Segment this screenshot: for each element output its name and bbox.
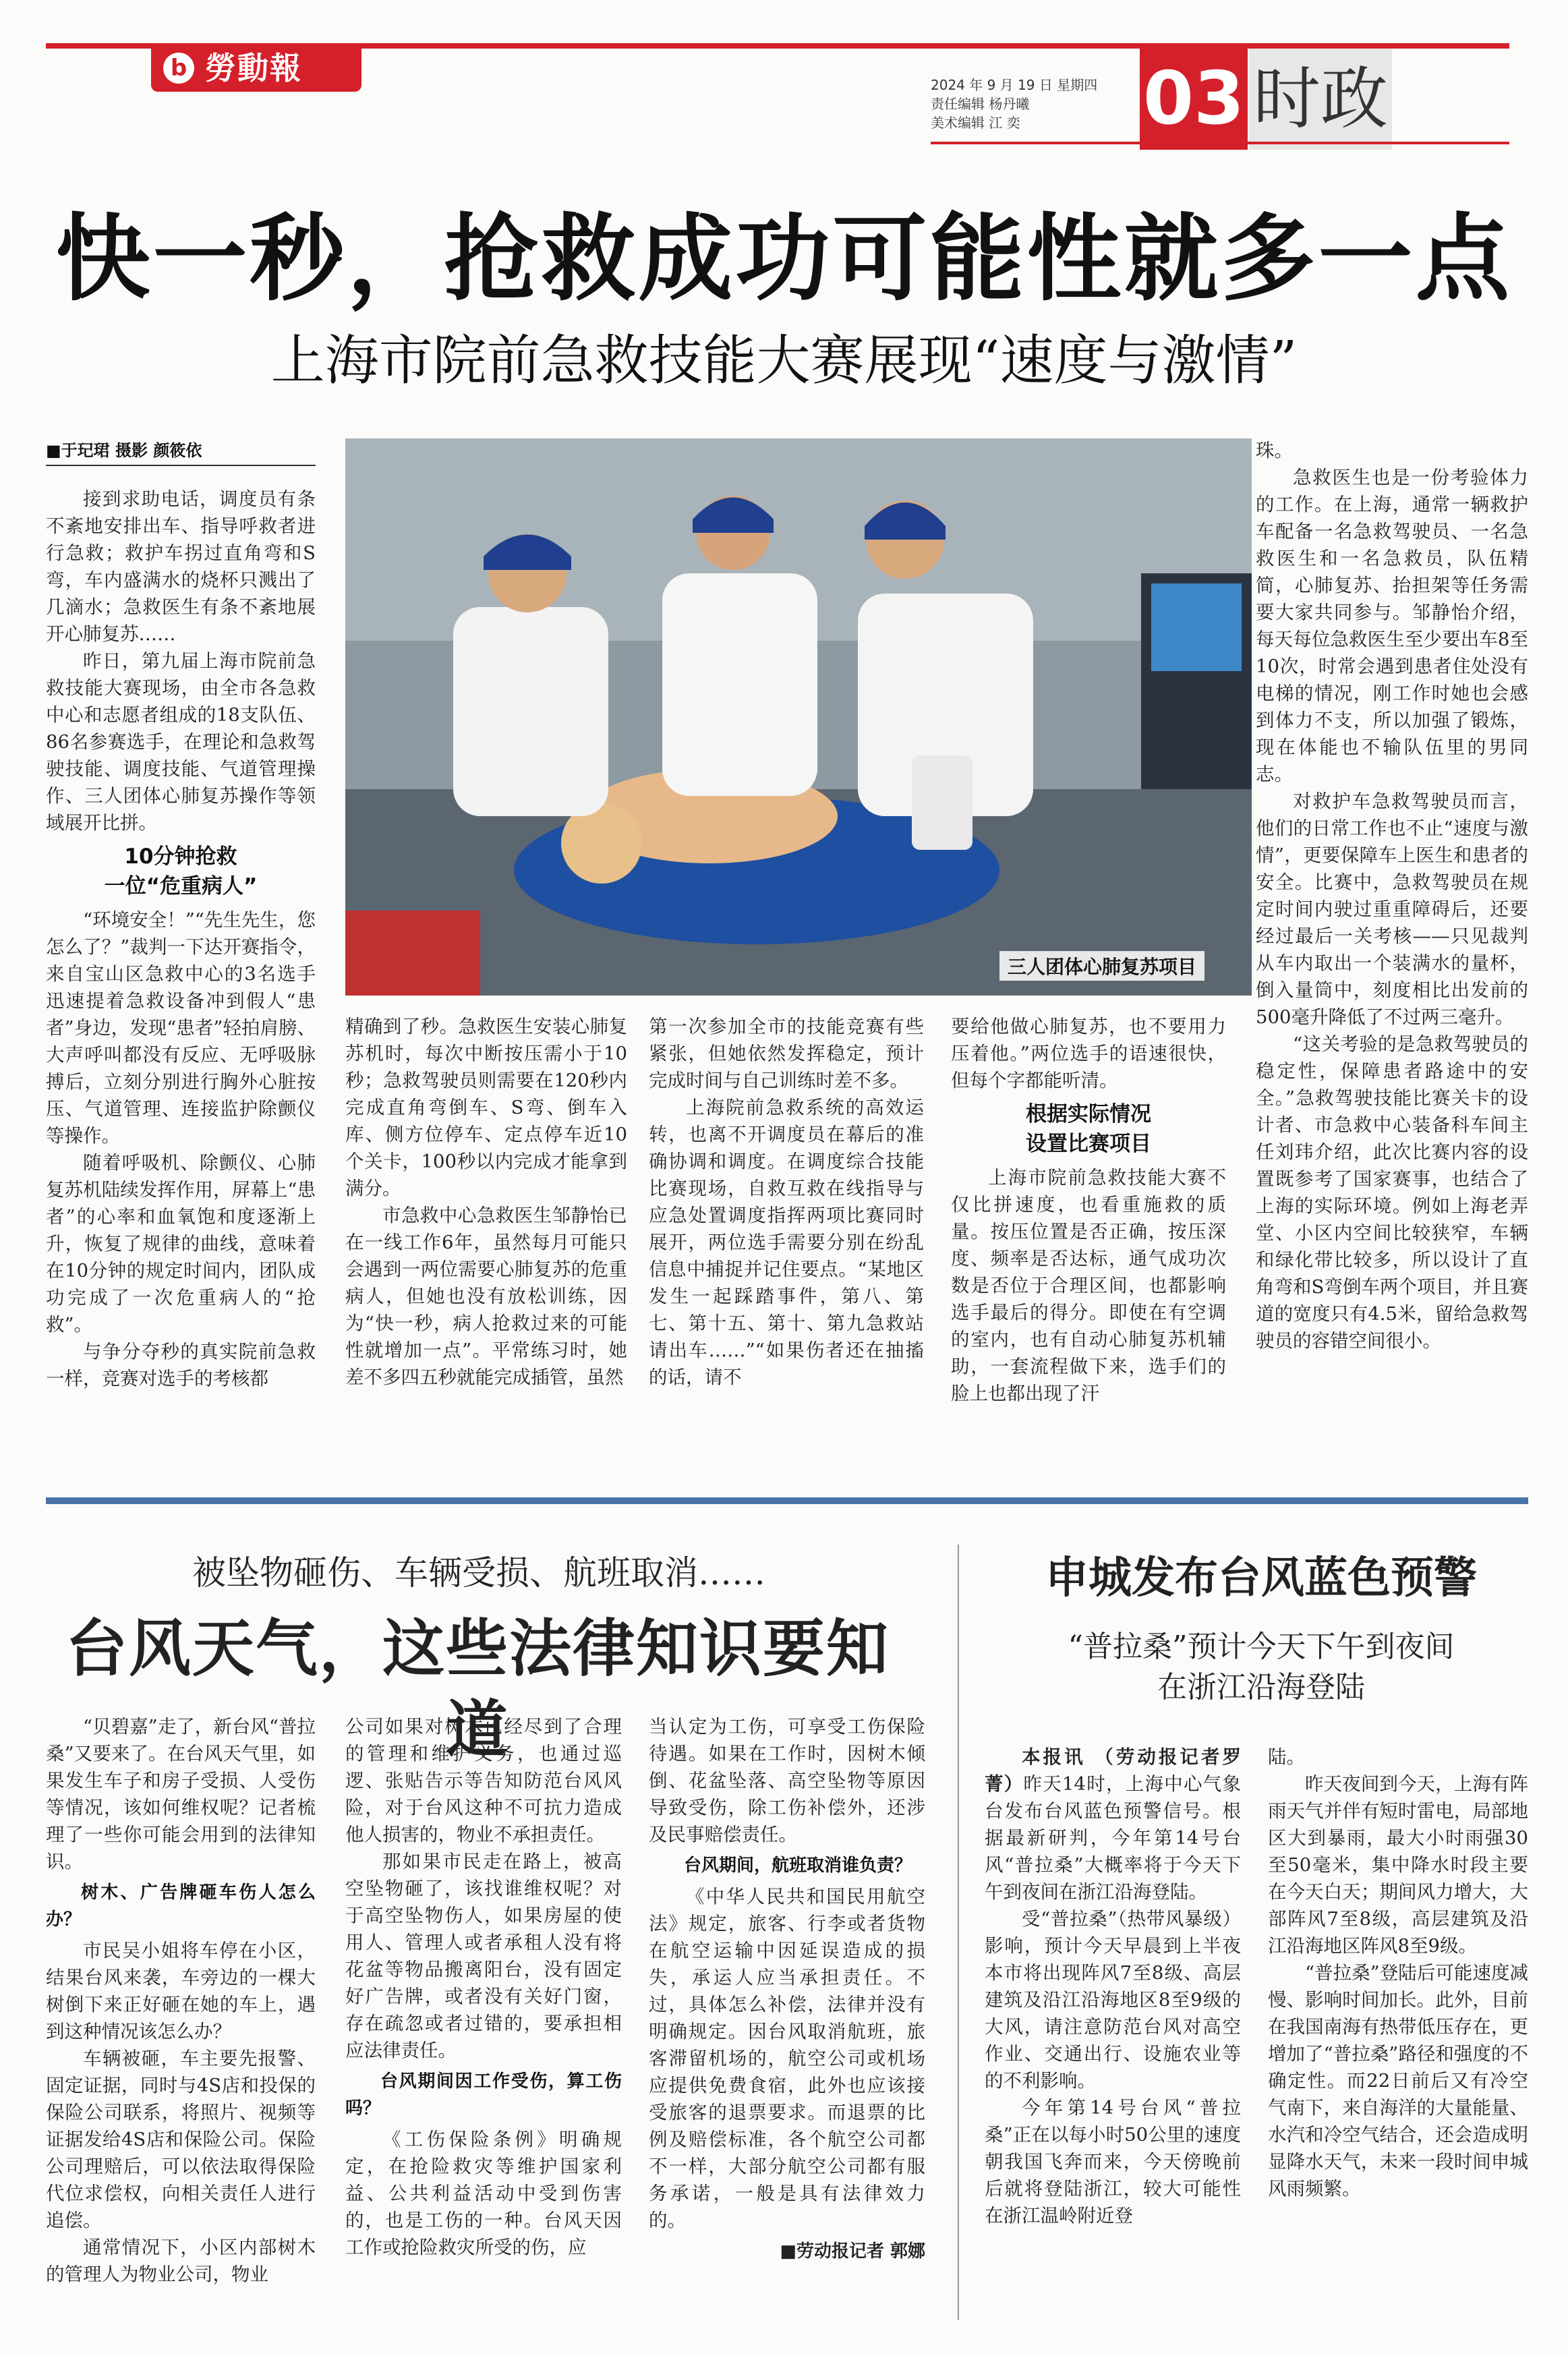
- page-number: 03: [1140, 49, 1248, 150]
- law-column-3: [649, 1713, 925, 2265]
- warning-column-2: [1268, 1744, 1528, 2202]
- paragraph: 公司如果对树木已经尽到了合理的管理和维护义务，也通过巡逻、张贴告示等告知防范台风风险，对于台风这种不可抗力造成他人损害的，物业不承担责任。: [345, 1716, 622, 1845]
- issue-date: 2024 年 9 月 19 日 星期四: [931, 77, 1098, 93]
- section-divider: [46, 1497, 1528, 1504]
- photo-illustration: [345, 438, 1252, 996]
- paragraph: 对救护车急救驾驶员而言，他们的日常工作也不止“速度与激情”，更要保障车上医生和患者的安全。比赛中，急救驾驶员在规定时间内驶过重重障碍后，还要经过最后一关考核——只见裁判从车内取出一个装满水的量杯，倒入量筒中，刻度相比出发前的500毫升降低了不过两三毫升。: [1256, 791, 1528, 1028]
- paragraph: 市急救中心急救医生邹静怡已在一线工作6年，虽然每月可能只会遇到一两位需要心肺复苏的危重病人，但她也没有放松训练，因为“快一秒，病人抢救过来的可能性就增加一点”。平常练习时，她差不多四五秒就能完成插管，虽然: [345, 1205, 627, 1388]
- article-column-4: [951, 1013, 1226, 1407]
- warning-column-1: [985, 1744, 1241, 2229]
- dateline: 本报讯 （劳动报记者罗菁）: [985, 1746, 1241, 1795]
- paragraph: 急救医生也是一份考验体力的工作。在上海，通常一辆救护车配备一名急救驾驶员、一名急救医生和一名急救员，队伍精简，心肺复苏、抬担架等任务需要大家共同参与。邹静怡介绍，每天每位急救医生至少要出车8至10次，时常会遇到患者住处没有电梯的情况，刚工作时她也会感到体力不支，所以加强了锻炼，现在体能也不输队伍里的男同志。: [1256, 467, 1528, 785]
- main-headline: 快一秒，抢救成功可能性就多一点: [55, 204, 1513, 314]
- paragraph: “环境安全！”“先生先生，您怎么了？”裁判一下达开赛指令，来自宝山区急救中心的3名选手迅速提着急救设备冲到假人“患者”身边，发现“患者”轻拍肩膀、大声呼叫都没有反应、无呼吸脉搏后，立刻分别进行胸外心脏按压、气道管理、连接监护除颤仪等操作。: [46, 909, 316, 1147]
- paragraph: 通常情况下，小区内部树木的管理人为物业公司，物业: [46, 2237, 316, 2285]
- photo-caption: 三人团体心肺复苏项目: [999, 951, 1204, 981]
- article-column-3: [649, 1013, 924, 1391]
- paragraph: 当认定为工伤，可享受工伤保险待遇。如果在工作时，因树木倾倒、花盆坠落、高空坠物等原因导致受伤，除工伤补偿外，还涉及民事赔偿责任。: [649, 1716, 925, 1845]
- logo-text: 勞動報: [205, 50, 302, 86]
- paragraph: 《工伤保险条例》明确规定，在抢险救灾等维护国家利益、公共利益活动中受到伤害的，也是工伤的一种。台风天因工作或抢险救灾所受的伤，应: [345, 2129, 622, 2258]
- paragraph: 接到求助电话，调度员有条不紊地安排出车、指导呼救者进行急救；救护车拐过直角弯和S弯，车内盛满水的烧杯只溅出了几滴水；急救医生有条不紊地展开心肺复苏……: [46, 488, 316, 645]
- paragraph: 今年第14号台风“普拉桑”正在以每小时50公里的速度朝我国飞奔而来，今天傍晚前后就将登陆浙江，较大可能性在浙江温岭附近登: [985, 2097, 1241, 2226]
- paragraph: 上海市院前急救技能大赛不仅比拼速度，也看重施救的质量。按压位置是否正确，按压深度、频率是否达标，通气成功次数是否位于合理区间，也都影响选手最后的得分。即使在有空调的室内，也有自动心肺复苏机辅助，一套流程做下来，选手们的脸上也都出现了汗: [951, 1167, 1226, 1404]
- paragraph: 车辆被砸，车主要先报警、固定证据，同时与4S店和投保的保险公司联系，将照片、视频等证据发给4S店和保险公司。保险公司理赔后，可以依法取得保险代位求偿权，向相关责任人进行追偿。: [46, 2048, 316, 2231]
- paragraph: 要给他做心肺复苏，也不要用力压着他。”两位选手的语速很快，但每个字都能听清。: [951, 1016, 1226, 1091]
- typhoon-warning-subhead: “普拉桑”预计今天下午到夜间 在浙江沿海登陆: [1068, 1630, 1455, 1704]
- law-column-2: [345, 1713, 622, 2261]
- question-heading: 台风期间因工作受伤，算工伤吗？: [345, 2071, 622, 2119]
- issue-info: [931, 76, 1133, 132]
- paragraph: “普拉桑”登陆后可能速度减慢、影响时间加长。此外，目前在我国南海有热带低压存在，更增加了“普拉桑”路径和强度的不确定性。而22日前后又有冷空气南下，来自海洋的大量能量、水汽和冷空气结合，还会造成明显降水天气，未来一段时间申城风雨频繁。: [1268, 1962, 1528, 2200]
- article-column-1: [46, 486, 316, 1392]
- section-heading: 根据实际情况 设置比赛项目: [1026, 1102, 1151, 1156]
- typhoon-warning-headline: 申城发布台风蓝色预警: [1045, 1553, 1477, 1603]
- paragraph: 昨天夜间到今天，上海有阵雨天气并伴有短时雷电，局部地区大到暴雨，最大小时雨强30至50毫米，集中降水时段主要在今天白天；期间风力增大，大部阵风7至8级，高层建筑及沿江沿海地区阵风8至9级。: [1268, 1773, 1528, 1957]
- question-heading: 树木、广告牌砸车伤人怎么办？: [46, 1883, 316, 1930]
- paragraph: “贝碧嘉”走了，新台风“普拉桑”又要来了。在台风天气里，如果发生车子和房子受损、人受伤等情况，该如何维权呢？记者梳理了一些你可能会用到的法律知识。: [46, 1716, 316, 1872]
- paragraph: 《中华人民共和国民用航空法》规定，旅客、行李或者货物在航空运输中因延误造成的损失，承运人应当承担责任。不过，具体怎么补偿，法律并没有明确规定。因台风取消航班，旅客滞留机场的，航空公司或机场应提供免费食宿，此外也应该接受旅客的退票要求。而退票的比例及赔偿标准，各个航空公司都不一样，大部分航空公司都有服务承诺，一般是具有法律效力的。: [649, 1886, 925, 2231]
- law-byline: ■劳动报记者 郭娜: [780, 2241, 925, 2262]
- paragraph-text: 昨天14时，上海中心气象台发布台风蓝色预警信号。根据最新研判，今年第14号台风“普拉桑”大概率将于今天下午到夜间在浙江沿海登陆。: [985, 1773, 1241, 1903]
- paragraph: 随着呼吸机、除颤仪、心肺复苏机陆续发挥作用，屏幕上“患者”的心率和血氧饱和度逐渐上升，恢复了规律的曲线，意味着在10分钟的规定时间内，团队成功完成了一次危重病人的“抢救”。: [46, 1152, 316, 1335]
- paragraph: 受“普拉桑”（热带风暴级）影响，预计今天早晨到上半夜本市将出现阵风7至8级、高层建筑及沿江沿海地区8至9级的大风，请注意防范台风对高空作业、交通出行、设施农业等的不利影响。: [985, 1908, 1241, 2092]
- typhoon-law-kicker: 被坠物砸伤、车辆受损、航班取消……: [192, 1553, 765, 1592]
- main-subheadline: 上海市院前急救技能大赛展现“速度与激情”: [270, 329, 1298, 392]
- law-column-1: [46, 1713, 316, 2288]
- article-column-5: [1256, 437, 1528, 1354]
- paragraph: [985, 1744, 1241, 1905]
- logo-icon: b: [163, 53, 194, 84]
- section-heading: 10分钟抢救 一位“危重病人”: [104, 844, 258, 898]
- paragraph: 与争分夺秒的真实院前急救一样，竞赛对选手的考核都: [46, 1341, 316, 1389]
- typhoon-law-headline: 台风天气，这些法律知识要知道: [65, 1613, 890, 1766]
- paragraph: 陆。: [1268, 1746, 1305, 1768]
- header-underline: [931, 142, 1509, 144]
- responsible-editor: 责任编辑 杨丹曦: [931, 96, 1030, 112]
- article-column-2: [345, 1013, 627, 1391]
- column-divider: [958, 1545, 959, 2320]
- paragraph: 第一次参加全市的技能竞赛有些紧张，但她依然发挥稳定，预计完成时间与自己训练时差不多。: [649, 1016, 924, 1091]
- paragraph: “这关考验的是急救驾驶员的稳定性，保障患者路途中的安全。”急救驾驶技能比赛关卡的设计者、市急救中心装备科车间主任刘玮介绍，此次比赛内容的设置既参考了国家赛事，也结合了上海的实际环境。例如上海老弄堂、小区内空间比较狭窄，车辆和绿化带比较多，所以设计了直角弯和S弯倒车两个项目，并且赛道的宽度只有4.5米，留给急救驾驶员的容错空间很小。: [1256, 1033, 1528, 1352]
- art-editor: 美术编辑 江 奕: [931, 115, 1020, 131]
- paragraph: 珠。: [1256, 440, 1293, 461]
- paragraph: 昨日，第九届上海市院前急救技能大赛现场，由全市各急救中心和志愿者组成的18支队伍、86名参赛选手，在理论和急救驾驶技能、调度技能、气道管理操作、三人团体心肺复苏操作等领域展开比拼。: [46, 650, 316, 834]
- paragraph: 上海院前急救系统的高效运转，也离不开调度员在幕后的准确协调和调度。在调度综合技能比赛现场，自救互救在线指导与应急处置调度指挥两项比赛同时展开，两位选手需要分别在纷乱信息中捕捉并记住要点。“某地区发生一起踩踏事件，第八、第七、第十五、第十、第九急救站请出车……”“如果伤者还在抽搐的话，请不: [649, 1097, 924, 1388]
- newspaper-logo: [151, 45, 361, 92]
- paragraph: 精确到了秒。急救医生安装心肺复苏机时，每次中断按压需小于10秒；急救驾驶员则需要在120秒内完成直角弯倒车、S弯、倒车入库、侧方位停车、定点停车近10个关卡，100秒以内完成才能拿到满分。: [345, 1016, 627, 1199]
- section-name: 时政: [1249, 49, 1392, 150]
- main-byline: ■于玘珺 摄影 颜筱依: [46, 437, 316, 466]
- paragraph: 那如果市民走在路上，被高空坠物砸了，该找谁维权呢？对于高空坠物伤人，如果房屋的使用人、管理人或者承租人没有将花盆等物品搬离阳台，没有固定好广告牌，或者没有关好门窗，存在疏忽或者过错的，要承担相应法律责任。: [345, 1851, 622, 2061]
- cpr-competition-photo: [345, 438, 1252, 996]
- paragraph: 市民吴小姐将车停在小区，结果台风来袭，车旁边的一棵大树倒下来正好砸在她的车上，遇到这种情况该怎么办？: [46, 1940, 316, 2042]
- question-heading: 台风期间，航班取消谁负责？: [684, 1856, 912, 1876]
